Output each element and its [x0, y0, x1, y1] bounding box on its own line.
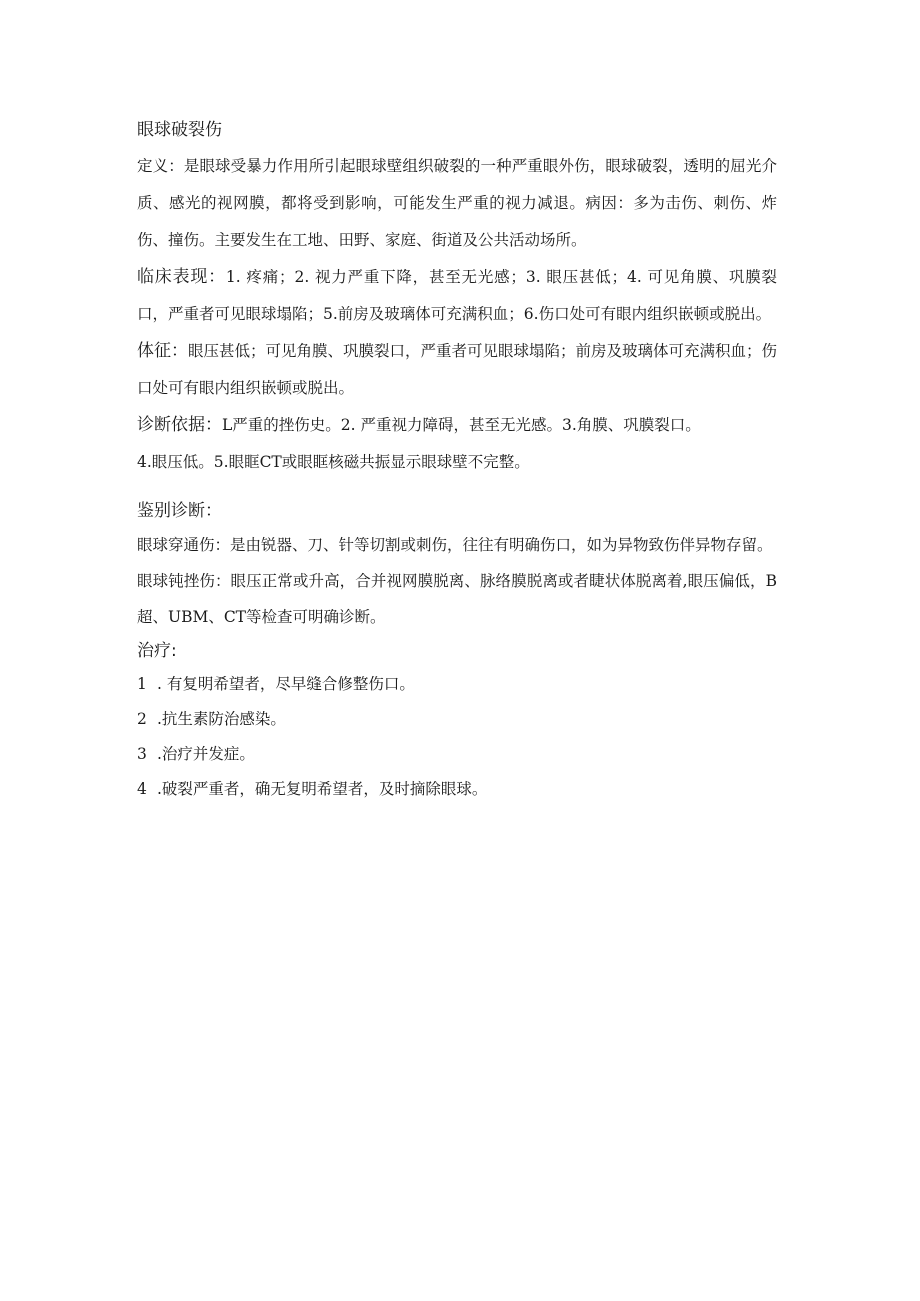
diagnosis-label: 诊断依据： — [137, 415, 222, 435]
differential-item-2: 眼球钝挫伤：眼压正常或升高，合并视网膜脱离、脉络膜脱离或者睫状体脱离着,眼压偏低，B超、UBM、CT等检查可明确诊断。 — [137, 572, 777, 626]
differential-heading: 鉴别诊断： — [137, 501, 222, 521]
treatment-item-text: .抗生素防治感染。 — [157, 710, 286, 728]
treatment-item-4 — [137, 772, 777, 807]
clinical-label: 临床表现： — [137, 267, 226, 287]
definition-paragraph: 定义：是眼球受暴力作用所引起眼球壁组织破裂的一种严重眼外伤，眼球破裂，透明的屈光介质、感光的视网膜，都将受到影响，可能发生严重的视力减退。病因：多为击伤、刺伤、炸伤、撞伤。主要发生在工地、田野、家庭、街道及公共活动场所。 — [137, 157, 777, 249]
document-title: 眼球破裂伤 — [137, 120, 222, 140]
signs-text: 眼压甚低；可见角膜、巩膜裂口，严重者可见眼球塌陷；前房及玻璃体可充满积血；伤口处可有眼内组织嵌顿或脱出。 — [137, 342, 778, 397]
treatment-item-number: 4 — [137, 780, 147, 798]
signs-label: 体征： — [137, 341, 188, 361]
diagnosis-paragraph-2: 4.眼压低。5.眼眶CT或眼眶核磁共振显示眼球壁不完整。 — [137, 453, 530, 471]
treatment-item-3 — [137, 737, 777, 772]
treatment-item-1 — [137, 667, 777, 702]
clinical-text: 1. 疼痛；2. 视力严重下降，甚至无光感；3. 眼压甚低；4. 可见角膜、巩膜裂口，严重者可见眼球塌陷；5.前房及玻璃体可充满积血；6.伤口处可有眼内组织嵌顿或脱出。 — [137, 268, 777, 323]
treatment-item-number: 3 — [137, 745, 147, 763]
diagnosis-paragraph — [137, 407, 777, 444]
treatment-item-number: 1 — [137, 675, 147, 693]
document-content — [137, 114, 777, 807]
clinical-paragraph — [137, 259, 777, 333]
treatment-item-text: .治疗并发症。 — [157, 745, 255, 763]
signs-paragraph — [137, 333, 777, 407]
treatment-item-text: . 有复明希望者，尽早缝合修整伤口。 — [157, 675, 415, 693]
diagnosis-text: L严重的挫伤史。2. 严重视力障碍，甚至无光感。3.角膜、巩膜裂口。 — [222, 416, 701, 434]
treatment-heading: 治疗: — [137, 641, 177, 661]
differential-item-1: 眼球穿通伤：是由锐器、刀、针等切割或刺伤，往往有明确伤口，如为异物致伤伴异物存留。 — [137, 536, 773, 554]
treatment-item-number: 2 — [137, 710, 147, 728]
treatment-item-2 — [137, 702, 777, 737]
treatment-item-text: .破裂严重者，确无复明希望者，及时摘除眼球。 — [157, 780, 488, 798]
spacer — [137, 481, 777, 495]
